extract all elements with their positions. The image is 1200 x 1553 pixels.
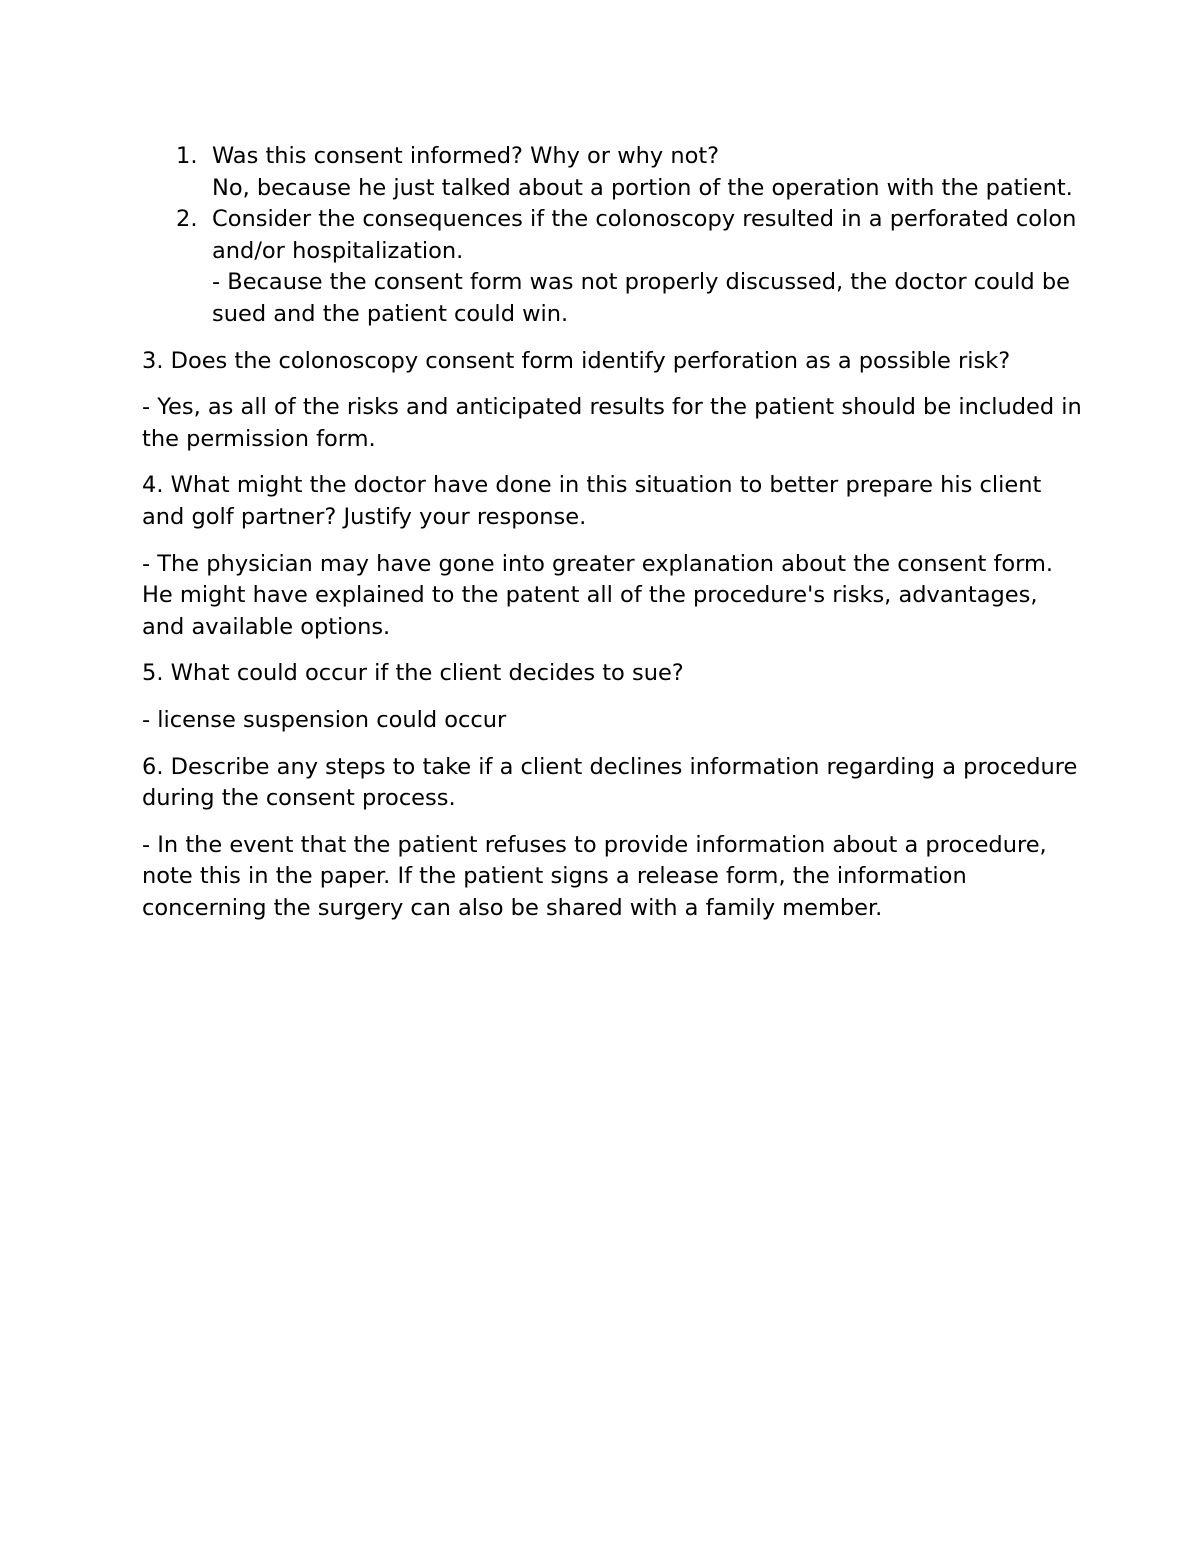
list-number: 1. [176, 143, 198, 169]
list-item [142, 141, 1082, 204]
question-3: 3. Does the colonoscopy consent form identify perforation as a possible risk? [142, 347, 1011, 374]
answer-text: - Because the consent form was not properly discussed, the doctor could be sued and the patient could win. [212, 269, 1070, 327]
answer-5: - license suspension could occur [142, 706, 507, 733]
list-number: 2. [176, 206, 198, 233]
question-5: 5. What could occur if the client decides to sue? [142, 660, 684, 687]
numbered-list [142, 141, 1082, 331]
question-text: Consider the consequences if the colonoscopy resulted in a perforated colon and/or hospitalization. [212, 206, 1077, 264]
question-4: 4. What might the doctor have done in this situation to better prepare his client and golf partner? Justify your response. [142, 472, 1042, 530]
question-text: Was this consent informed? Why or why not? [212, 143, 720, 169]
answer-text: No, because he just talked about a portion of the operation with the patient. [212, 174, 1073, 201]
answer-6: - In the event that the patient refuses to provide information about a procedure, note this in the paper. If the patient signs a release form, the information concerning the surgery can also be shared with a family member. [142, 831, 1047, 921]
answer-4: - The physician may have gone into greater explanation about the consent form. He might have explained to the patent all of the procedure's risks, advantages, and available options. [142, 550, 1054, 640]
document-page [142, 141, 1082, 924]
list-item [142, 204, 1082, 330]
answer-3: - Yes, as all of the risks and anticipated results for the patient should be included in the permission form. [142, 394, 1082, 452]
question-6: 6. Describe any steps to take if a client declines information regarding a procedure during the consent process. [142, 753, 1078, 812]
